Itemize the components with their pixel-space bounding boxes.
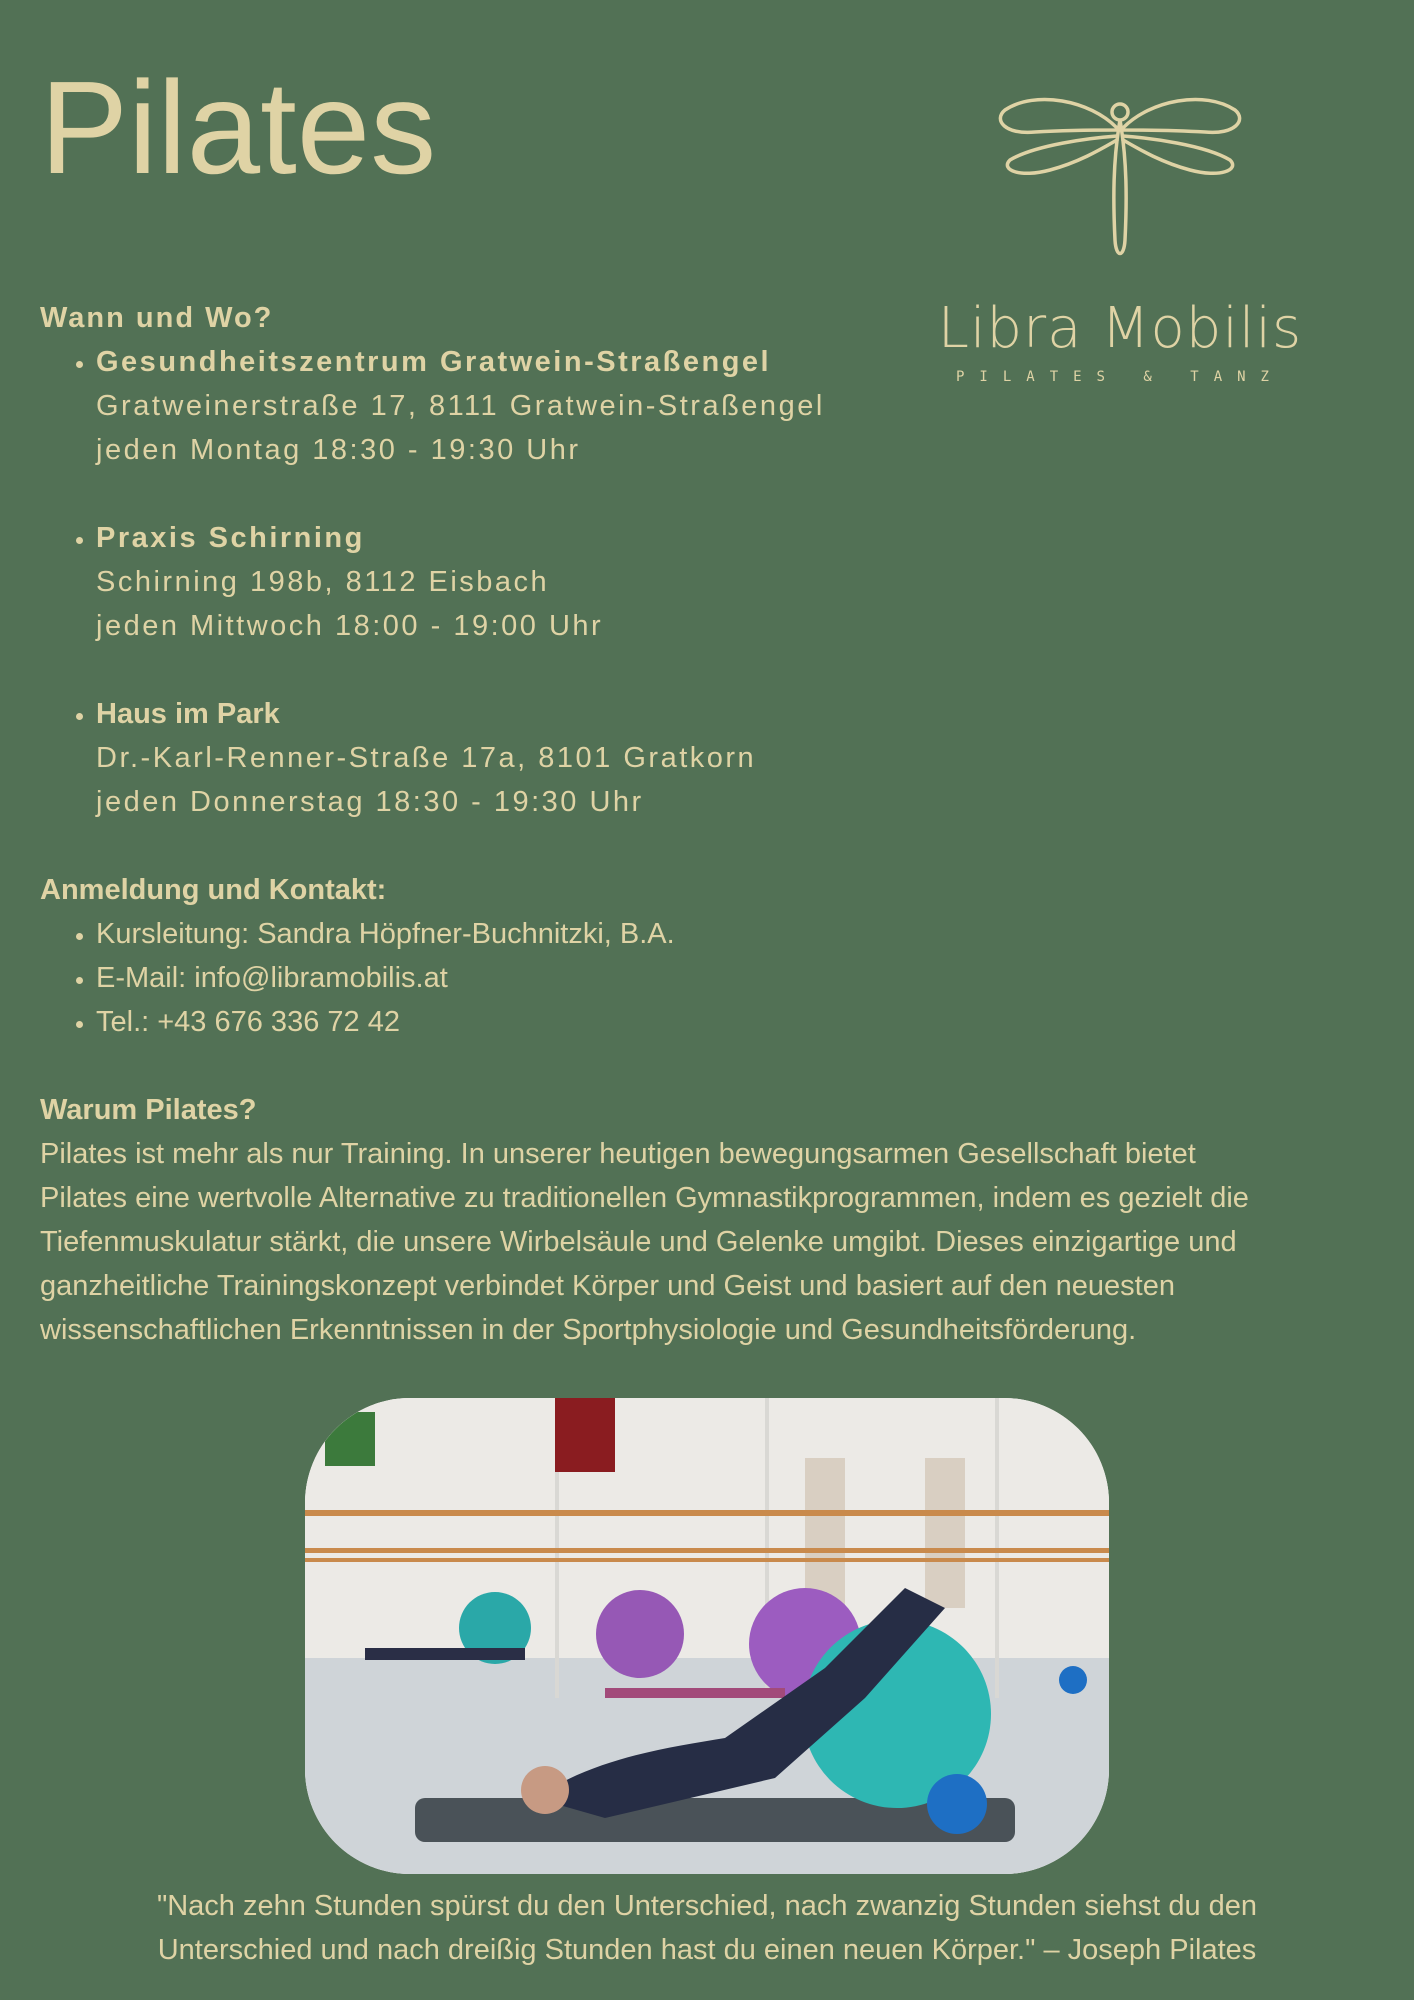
paragraph-line: wissenschaftlichen Erkenntnissen in der Sportphysiologie und Gesundheitsförderung. xyxy=(40,1314,1137,1346)
location-address: Schirning 198b, 8112 Eisbach xyxy=(96,566,550,598)
location-name: • Praxis Schirning xyxy=(96,522,365,554)
contact-phone[interactable]: • Tel.: +43 676 336 72 42 xyxy=(96,1000,1380,1044)
contact-email[interactable]: • E-Mail: info@libramobilis.at xyxy=(96,956,1380,1000)
location-address: Gratweinerstraße 17, 8111 Gratwein-Straßengel xyxy=(96,390,825,422)
quote-line: "Nach zehn Stunden spürst du den Unterschied, nach zwanzig Stunden siehst du den xyxy=(156,1890,1258,1922)
location-time: jeden Donnerstag 18:30 - 19:30 Uhr xyxy=(96,786,644,818)
paragraph-line: Tiefenmuskulatur stärkt, die unsere Wirbelsäule und Gelenke umgibt. Dieses einzigartige und xyxy=(40,1226,1237,1258)
paragraph-line: Pilates ist mehr als nur Training. In unserer heutigen bewegungsarmen Gesellschaft bietet xyxy=(40,1138,1196,1170)
pilates-class-photo xyxy=(305,1398,1109,1874)
brand-name: Libra Mobilis xyxy=(937,296,1303,361)
why-paragraph xyxy=(40,1132,1380,1352)
location-list xyxy=(40,340,1380,824)
dragonfly-icon xyxy=(995,90,1245,270)
paragraph-line: ganzheitliche Trainingskonzept verbindet Körper und Geist und basiert auf den neuesten xyxy=(40,1270,1175,1302)
main-content xyxy=(40,296,1380,1352)
quote xyxy=(60,1884,1354,1972)
location-time: jeden Montag 18:30 - 19:30 Uhr xyxy=(96,434,581,466)
location-address: Dr.-Karl-Renner-Straße 17a, 8101 Gratkorn xyxy=(96,742,757,774)
quote-line: Unterschied und nach dreißig Stunden hast du einen neuen Körper." – Joseph Pilates xyxy=(157,1934,1257,1966)
location-item xyxy=(96,340,1380,472)
location-item xyxy=(96,692,1380,824)
when-where-heading: Wann und Wo? xyxy=(40,302,274,334)
page-title: Pilates xyxy=(40,54,437,201)
photo-illustration xyxy=(305,1398,1109,1874)
contact-list xyxy=(40,912,1380,1044)
contact-person: • Kursleitung: Sandra Höpfner-Buchnitzki, B.A. xyxy=(96,912,1380,956)
contact-heading: Anmeldung und Kontakt: xyxy=(40,874,387,906)
location-time: jeden Mittwoch 18:00 - 19:00 Uhr xyxy=(96,610,604,642)
brand-tagline: PILATES & TANZ xyxy=(955,369,1284,385)
why-heading: Warum Pilates? xyxy=(40,1094,257,1126)
paragraph-line: Pilates eine wertvolle Alternative zu traditionellen Gymnastikprogrammen, indem es gezielt die xyxy=(40,1182,1249,1214)
location-name: • Haus im Park xyxy=(96,698,280,730)
location-item xyxy=(96,516,1380,648)
location-name: • Gesundheitszentrum Gratwein-Straßengel xyxy=(96,346,772,378)
